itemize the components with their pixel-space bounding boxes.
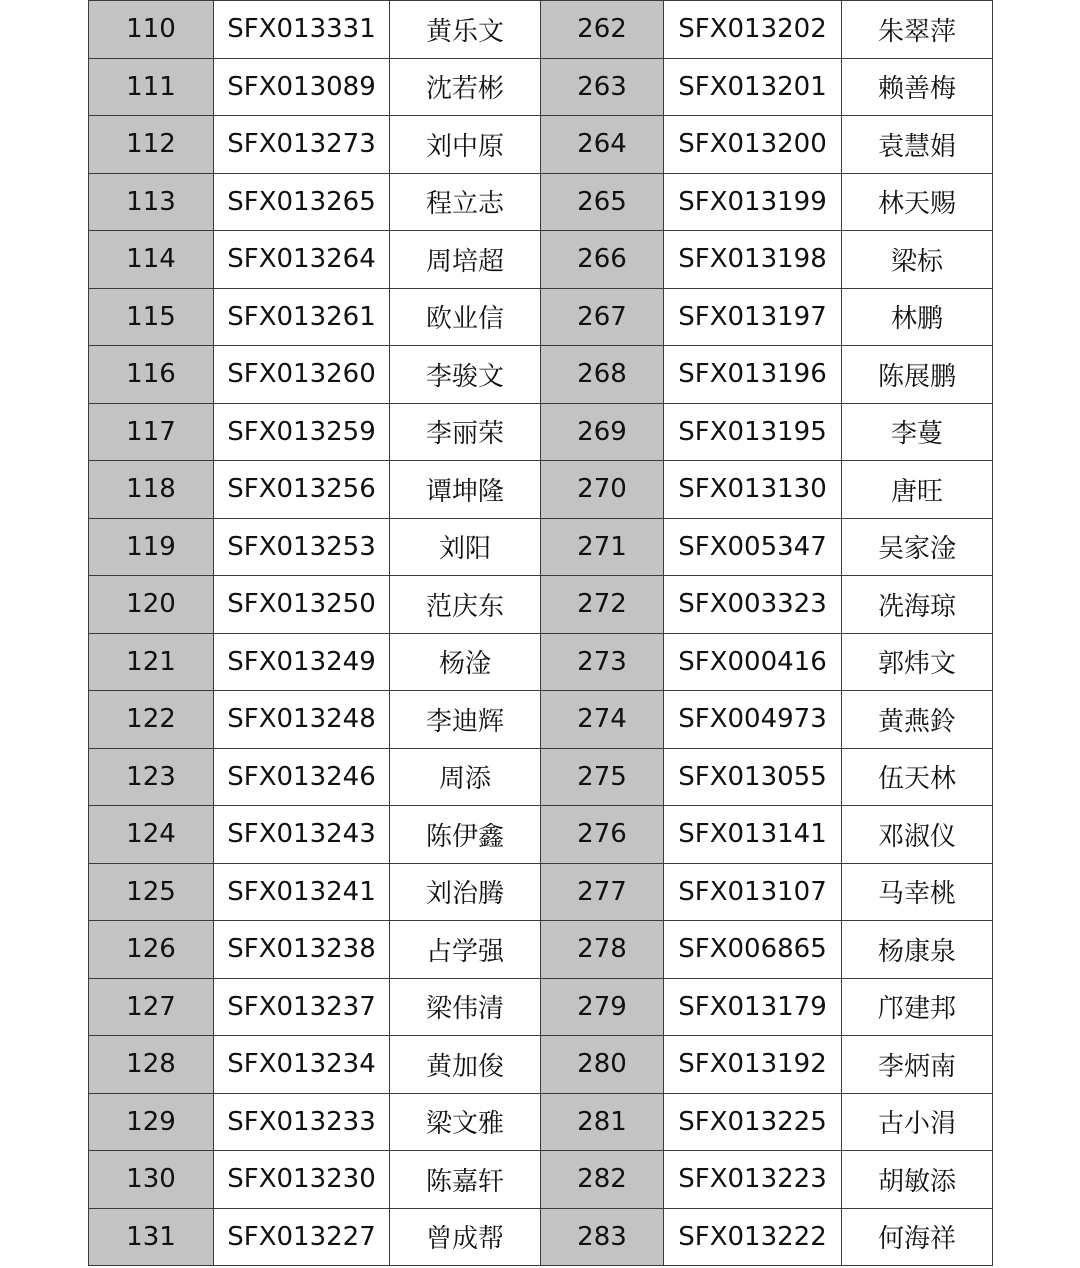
table-row <box>89 346 993 404</box>
table-row <box>89 633 993 691</box>
member-code-right: SFX013222 <box>664 1208 842 1266</box>
member-name-left: 李骏文 <box>390 346 541 404</box>
table-row <box>89 1093 993 1151</box>
member-code-left: SFX013264 <box>214 231 390 289</box>
member-name-left: 刘中原 <box>390 116 541 174</box>
member-code-right: SFX005347 <box>664 518 842 576</box>
member-code-right: SFX013141 <box>664 806 842 864</box>
table-row <box>89 691 993 749</box>
member-code-right: SFX013107 <box>664 863 842 921</box>
row-number-left: 129 <box>89 1093 214 1151</box>
row-number-right: 265 <box>541 173 664 231</box>
table-row <box>89 58 993 116</box>
member-code-right: SFX013055 <box>664 748 842 806</box>
table-row <box>89 288 993 346</box>
member-name-right: 伍天林 <box>842 748 993 806</box>
row-number-left: 116 <box>89 346 214 404</box>
row-number-left: 125 <box>89 863 214 921</box>
table-row <box>89 1151 993 1209</box>
row-number-left: 113 <box>89 173 214 231</box>
member-code-left: SFX013241 <box>214 863 390 921</box>
member-name-left: 欧业信 <box>390 288 541 346</box>
row-number-left: 128 <box>89 1036 214 1094</box>
roster-body <box>89 1 993 1266</box>
member-name-left: 黄加俊 <box>390 1036 541 1094</box>
row-number-right: 267 <box>541 288 664 346</box>
member-name-right: 胡敏添 <box>842 1151 993 1209</box>
table-row <box>89 173 993 231</box>
member-code-right: SFX013130 <box>664 461 842 519</box>
member-name-right: 梁标 <box>842 231 993 289</box>
table-row <box>89 806 993 864</box>
row-number-left: 118 <box>89 461 214 519</box>
member-code-right: SFX003323 <box>664 576 842 634</box>
row-number-right: 272 <box>541 576 664 634</box>
member-name-right: 吴家淦 <box>842 518 993 576</box>
row-number-right: 264 <box>541 116 664 174</box>
table-row <box>89 1 993 59</box>
member-name-left: 曾成帮 <box>390 1208 541 1266</box>
row-number-left: 111 <box>89 58 214 116</box>
member-code-left: SFX013331 <box>214 1 390 59</box>
member-name-right: 杨康泉 <box>842 921 993 979</box>
member-code-left: SFX013260 <box>214 346 390 404</box>
member-name-right: 袁慧娟 <box>842 116 993 174</box>
table-row <box>89 1208 993 1266</box>
table-row <box>89 748 993 806</box>
row-number-right: 274 <box>541 691 664 749</box>
table-row <box>89 576 993 634</box>
member-name-right: 陈展鹏 <box>842 346 993 404</box>
row-number-right: 281 <box>541 1093 664 1151</box>
member-code-right: SFX013199 <box>664 173 842 231</box>
member-name-left: 刘阳 <box>390 518 541 576</box>
member-name-right: 李蔓 <box>842 403 993 461</box>
row-number-right: 269 <box>541 403 664 461</box>
table-row <box>89 1036 993 1094</box>
member-name-right: 马幸桃 <box>842 863 993 921</box>
row-number-left: 115 <box>89 288 214 346</box>
member-code-right: SFX013201 <box>664 58 842 116</box>
member-name-left: 占学强 <box>390 921 541 979</box>
row-number-left: 123 <box>89 748 214 806</box>
row-number-left: 122 <box>89 691 214 749</box>
row-number-right: 271 <box>541 518 664 576</box>
member-code-left: SFX013237 <box>214 978 390 1036</box>
member-code-right: SFX013198 <box>664 231 842 289</box>
member-name-left: 范庆东 <box>390 576 541 634</box>
member-name-left: 黄乐文 <box>390 1 541 59</box>
member-name-right: 邝建邦 <box>842 978 993 1036</box>
row-number-right: 273 <box>541 633 664 691</box>
member-code-right: SFX013196 <box>664 346 842 404</box>
row-number-right: 262 <box>541 1 664 59</box>
member-name-left: 周添 <box>390 748 541 806</box>
row-number-left: 112 <box>89 116 214 174</box>
row-number-right: 263 <box>541 58 664 116</box>
member-name-left: 程立志 <box>390 173 541 231</box>
row-number-left: 120 <box>89 576 214 634</box>
member-name-left: 梁文雅 <box>390 1093 541 1151</box>
row-number-left: 117 <box>89 403 214 461</box>
member-name-left: 刘治腾 <box>390 863 541 921</box>
member-code-left: SFX013248 <box>214 691 390 749</box>
member-code-right: SFX013192 <box>664 1036 842 1094</box>
member-code-right: SFX013179 <box>664 978 842 1036</box>
member-name-left: 沈若彬 <box>390 58 541 116</box>
row-number-right: 268 <box>541 346 664 404</box>
member-code-left: SFX013253 <box>214 518 390 576</box>
member-code-left: SFX013265 <box>214 173 390 231</box>
member-code-left: SFX013238 <box>214 921 390 979</box>
member-code-left: SFX013249 <box>214 633 390 691</box>
member-code-left: SFX013250 <box>214 576 390 634</box>
roster-table <box>88 0 993 1266</box>
table-row <box>89 518 993 576</box>
row-number-right: 266 <box>541 231 664 289</box>
member-name-left: 周培超 <box>390 231 541 289</box>
member-name-right: 邓淑仪 <box>842 806 993 864</box>
member-code-left: SFX013233 <box>214 1093 390 1151</box>
row-number-right: 276 <box>541 806 664 864</box>
member-code-right: SFX013202 <box>664 1 842 59</box>
member-name-right: 朱翠萍 <box>842 1 993 59</box>
row-number-left: 131 <box>89 1208 214 1266</box>
member-code-left: SFX013256 <box>214 461 390 519</box>
row-number-left: 124 <box>89 806 214 864</box>
member-code-left: SFX013234 <box>214 1036 390 1094</box>
member-code-right: SFX013223 <box>664 1151 842 1209</box>
member-name-right: 林鹏 <box>842 288 993 346</box>
member-code-left: SFX013230 <box>214 1151 390 1209</box>
member-name-left: 杨淦 <box>390 633 541 691</box>
row-number-right: 279 <box>541 978 664 1036</box>
row-number-left: 114 <box>89 231 214 289</box>
table-row <box>89 461 993 519</box>
row-number-right: 278 <box>541 921 664 979</box>
table-row <box>89 116 993 174</box>
member-name-right: 黄燕鈴 <box>842 691 993 749</box>
row-number-right: 283 <box>541 1208 664 1266</box>
member-code-left: SFX013246 <box>214 748 390 806</box>
table-row <box>89 978 993 1036</box>
member-code-right: SFX013200 <box>664 116 842 174</box>
row-number-left: 126 <box>89 921 214 979</box>
member-code-right: SFX013195 <box>664 403 842 461</box>
row-number-left: 121 <box>89 633 214 691</box>
member-code-right: SFX013197 <box>664 288 842 346</box>
member-name-right: 古小涓 <box>842 1093 993 1151</box>
member-name-left: 陈伊鑫 <box>390 806 541 864</box>
row-number-left: 130 <box>89 1151 214 1209</box>
member-name-left: 李丽荣 <box>390 403 541 461</box>
row-number-right: 270 <box>541 461 664 519</box>
table-row <box>89 921 993 979</box>
table-row <box>89 863 993 921</box>
member-name-right: 何海祥 <box>842 1208 993 1266</box>
table-row <box>89 231 993 289</box>
member-code-right: SFX000416 <box>664 633 842 691</box>
member-code-left: SFX013273 <box>214 116 390 174</box>
member-code-right: SFX004973 <box>664 691 842 749</box>
row-number-left: 127 <box>89 978 214 1036</box>
member-name-right: 赖善梅 <box>842 58 993 116</box>
row-number-right: 280 <box>541 1036 664 1094</box>
table-row <box>89 403 993 461</box>
row-number-right: 277 <box>541 863 664 921</box>
member-name-right: 林天赐 <box>842 173 993 231</box>
member-code-left: SFX013259 <box>214 403 390 461</box>
member-code-right: SFX006865 <box>664 921 842 979</box>
member-name-right: 冼海琼 <box>842 576 993 634</box>
row-number-right: 282 <box>541 1151 664 1209</box>
member-code-right: SFX013225 <box>664 1093 842 1151</box>
member-name-left: 谭坤隆 <box>390 461 541 519</box>
member-name-left: 陈嘉轩 <box>390 1151 541 1209</box>
member-name-left: 梁伟清 <box>390 978 541 1036</box>
member-name-left: 李迪辉 <box>390 691 541 749</box>
member-code-left: SFX013261 <box>214 288 390 346</box>
member-code-left: SFX013243 <box>214 806 390 864</box>
row-number-left: 110 <box>89 1 214 59</box>
member-name-right: 唐旺 <box>842 461 993 519</box>
row-number-right: 275 <box>541 748 664 806</box>
member-name-right: 李炳南 <box>842 1036 993 1094</box>
member-code-left: SFX013227 <box>214 1208 390 1266</box>
member-code-left: SFX013089 <box>214 58 390 116</box>
member-name-right: 郭炜文 <box>842 633 993 691</box>
row-number-left: 119 <box>89 518 214 576</box>
